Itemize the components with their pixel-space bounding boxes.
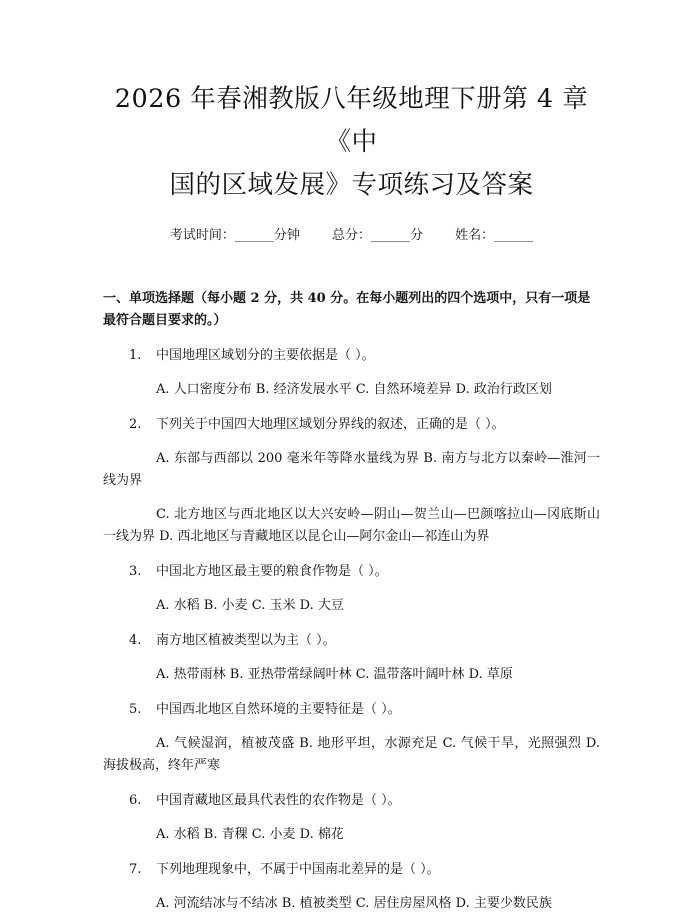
- question-text: 南方地区植被类型以为主（ ）。: [156, 633, 336, 648]
- document-title: [103, 78, 600, 207]
- question-3-options: A. 水稻 B. 小麦 C. 玉米 D. 大豆: [156, 598, 344, 613]
- question-2-options-ab: A. 东部与西部以 200 毫米年等降水量线为界 B. 南方与北方以秦岭—淮河一线为界: [103, 451, 600, 488]
- question-number: 5.: [129, 702, 142, 717]
- exam-meta: [103, 226, 600, 246]
- question-number: 3.: [129, 564, 142, 579]
- question-4: [103, 630, 600, 652]
- question-3: [103, 561, 600, 583]
- question-5: [103, 699, 600, 721]
- question-text: 中国青藏地区最具代表性的农作物是（ ）。: [156, 793, 401, 808]
- question-number: 7.: [129, 862, 142, 877]
- question-1: [103, 345, 600, 367]
- question-text: 中国地理区域划分的主要依据是（ ）。: [156, 348, 375, 363]
- question-number: 4.: [129, 633, 142, 648]
- question-2: [103, 414, 600, 436]
- question-7: [103, 859, 600, 881]
- question-text: 下列关于中国四大地理区域划分界线的叙述，正确的是（ ）。: [156, 417, 505, 432]
- question-6: [103, 790, 600, 812]
- question-6-options: A. 水稻 B. 青稞 C. 小麦 D. 棉花: [156, 827, 344, 842]
- question-number: 1.: [129, 348, 142, 363]
- title-line-2: 国的区域发展》专项练习及答案: [169, 170, 534, 200]
- exam-time-field: 考试时间：______分钟: [169, 228, 300, 243]
- question-4-options: A. 热带雨林 B. 亚热带常绿阔叶林 C. 温带落叶阔叶林 D. 草原: [156, 667, 513, 682]
- section-heading: 一、单项选择题（每小题 2 分，共 40 分。在每小题列出的四个选项中，只有一项是最符合题目要求的。）: [103, 291, 591, 328]
- question-5-options: A. 气候湿润，植被茂盛 B. 地形平坦，水源充足 C. 气候干旱，光照强烈 D. 海拔极高，终年严寒: [103, 736, 600, 773]
- question-2-options-cd: C. 北方地区与西北地区以大兴安岭—阴山—贺兰山—巴颜喀拉山—冈底斯山一线为界 D. 西北地区与青藏地区以昆仑山—阿尔金山—祁连山为界: [103, 507, 600, 544]
- question-text: 下列地理现象中，不属于中国南北差异的是（ ）。: [156, 862, 440, 877]
- question-text: 中国西北地区自然环境的主要特征是（ ）。: [156, 702, 401, 717]
- question-1-options: A. 人口密度分布 B. 经济发展水平 C. 自然环境差异 D. 政治行政区划: [156, 382, 552, 397]
- student-name-field: 姓名：______: [455, 228, 534, 243]
- question-text: 中国北方地区最主要的粮食作物是（ ）。: [156, 564, 388, 579]
- question-number: 6.: [129, 793, 142, 808]
- question-number: 2.: [129, 417, 142, 432]
- question-7-options: A. 河流结冰与不结冰 B. 植被类型 C. 居住房屋风格 D. 主要少数民族: [156, 896, 552, 911]
- title-line-1: 2026 年春湘教版八年级地理下册第 4 章《中: [114, 84, 589, 157]
- total-score-field: 总分：______分: [331, 228, 423, 243]
